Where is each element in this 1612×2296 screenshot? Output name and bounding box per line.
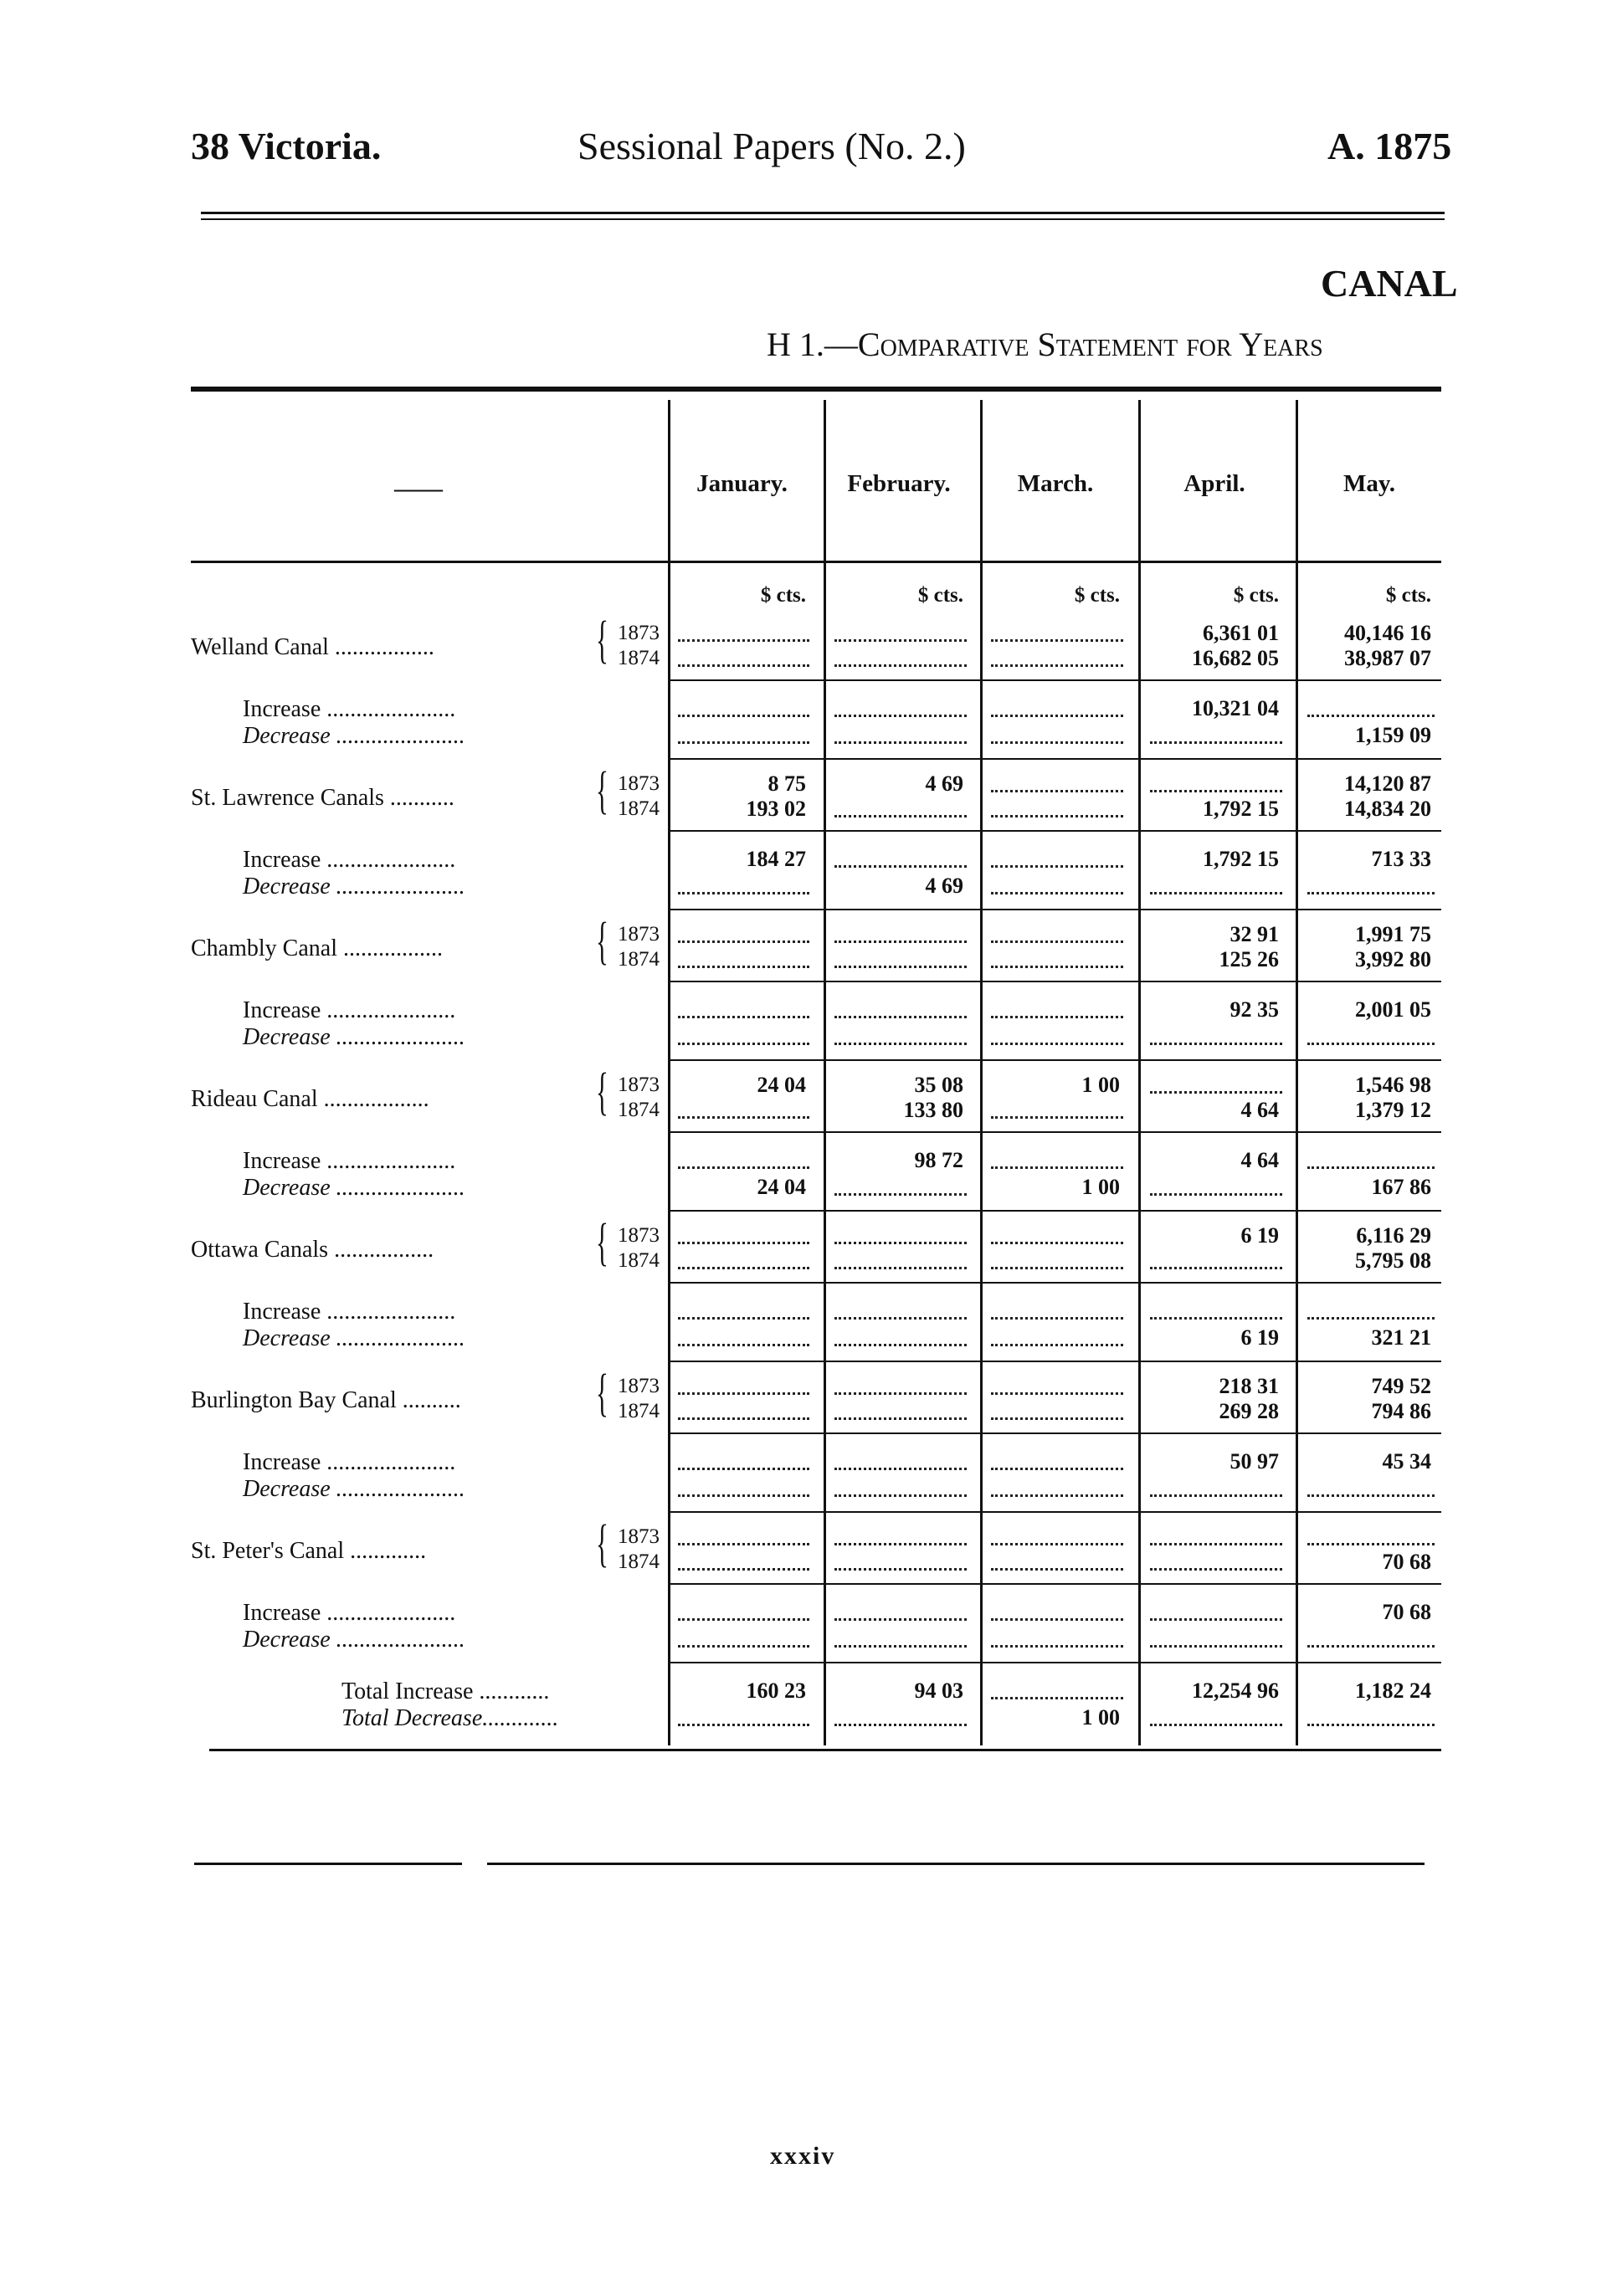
empty-cell-dots (834, 1043, 967, 1045)
row-divider (668, 1432, 1441, 1434)
empty-cell-dots (678, 1016, 809, 1018)
decrease-label: Decrease ...................... (243, 1024, 465, 1050)
empty-cell-dots (834, 1267, 967, 1269)
st-lawrence-canals-1873-value: 8 75 (767, 771, 806, 796)
empty-cell-dots (1150, 1724, 1282, 1726)
empty-cell-dots (678, 639, 809, 642)
empty-cell-dots (1150, 741, 1282, 744)
empty-cell-dots (1150, 1543, 1282, 1545)
year-label: 1873 (618, 923, 660, 946)
row-divider (668, 981, 1441, 982)
canal-name-st-peter-s-canal: St. Peter's Canal ............. (191, 1538, 427, 1564)
empty-cell-dots (678, 1242, 809, 1244)
canal-name-ottawa-canals: Ottawa Canals ................. (191, 1237, 434, 1263)
empty-cell-dots (834, 1392, 967, 1395)
rideau-canal-1874-value: 133 80 (903, 1098, 963, 1122)
empty-cell-dots (991, 892, 1123, 894)
row-divider (668, 1210, 1441, 1212)
empty-cell-dots (834, 1724, 967, 1726)
empty-cell-dots (1307, 892, 1435, 894)
rideau-canal-1873-value: 1,546 98 (1355, 1073, 1431, 1097)
column-header-may: May. (1342, 470, 1396, 497)
empty-cell-dots (991, 1468, 1123, 1470)
total-increase-value: 12,254 96 (1192, 1678, 1279, 1703)
empty-cell-dots (834, 1543, 967, 1545)
empty-cell-dots (834, 1468, 967, 1470)
increase-label: Increase ...................... (243, 1449, 456, 1475)
welland-canal-1873-value: 6,361 01 (1203, 621, 1279, 645)
increase-label: Increase ...................... (243, 1148, 456, 1174)
total-increase-label: Total Increase ............ (341, 1678, 550, 1704)
empty-cell-dots (991, 1417, 1123, 1420)
empty-cell-dots (834, 1494, 967, 1497)
empty-cell-dots (834, 741, 967, 744)
increase-label: Increase ...................... (243, 997, 456, 1023)
ottawa-canals-1873-value: 6,116 29 (1356, 1223, 1431, 1248)
empty-cell-dots (834, 1417, 967, 1420)
welland-canal-1874-value: 16,682 05 (1192, 646, 1279, 670)
empty-cell-dots (678, 1317, 809, 1320)
empty-cell-dots (1307, 1724, 1435, 1726)
empty-cell-dots (991, 664, 1123, 667)
empty-cell-dots (1150, 1193, 1282, 1196)
empty-cell-dots (678, 1267, 809, 1269)
increase-label: Increase ...................... (243, 696, 456, 722)
rideau-canal-1873-value: 24 04 (757, 1073, 806, 1097)
empty-cell-dots (678, 1344, 809, 1346)
rideau-canal-1874-value: 4 64 (1240, 1098, 1279, 1122)
empty-cell-dots (991, 966, 1123, 968)
empty-cell-dots (834, 1344, 967, 1346)
empty-cell-dots (834, 1317, 967, 1320)
row-divider (668, 679, 1441, 681)
empty-cell-dots (1150, 1267, 1282, 1269)
column-head-rule (191, 561, 1441, 563)
empty-cell-dots (678, 1618, 809, 1621)
empty-cell-dots (991, 741, 1123, 744)
empty-cell-dots (678, 1645, 809, 1648)
st-peter-s-canal-increase-value: 70 68 (1382, 1600, 1431, 1624)
empty-cell-dots (678, 664, 809, 667)
canal-name-st-lawrence-canals: St. Lawrence Canals ........... (191, 785, 454, 811)
row-divider (668, 1662, 1441, 1663)
canal-name-chambly-canal: Chambly Canal ................. (191, 935, 443, 961)
st-lawrence-canals-1873-value: 14,120 87 (1344, 771, 1431, 796)
empty-cell-dots (991, 1618, 1123, 1621)
empty-cell-dots (678, 1116, 809, 1119)
welland-canal-decrease-value: 1,159 09 (1355, 723, 1431, 747)
empty-cell-dots (1150, 1317, 1282, 1320)
ottawa-canals-decrease-value: 321 21 (1371, 1325, 1431, 1350)
table-top-rule (191, 387, 1441, 392)
st-lawrence-canals-increase-value: 713 33 (1371, 847, 1431, 871)
empty-cell-dots (1150, 1091, 1282, 1094)
row-divider (668, 1511, 1441, 1513)
increase-label: Increase ...................... (243, 1600, 456, 1626)
row-divider (668, 758, 1441, 760)
empty-cell-dots (834, 1242, 967, 1244)
rideau-canal-increase-value: 4 64 (1240, 1148, 1279, 1172)
row-divider (668, 1282, 1441, 1284)
empty-cell-dots (678, 1417, 809, 1420)
empty-cell-dots (834, 639, 967, 642)
empty-cell-dots (991, 1568, 1123, 1571)
empty-cell-dots (1307, 1645, 1435, 1648)
empty-cell-dots (678, 1166, 809, 1169)
header-rule (201, 212, 1445, 214)
increase-label: Increase ...................... (243, 1299, 456, 1325)
year-brace: { (596, 1365, 608, 1422)
burlington-bay-canal-1873-value: 749 52 (1371, 1374, 1431, 1398)
empty-cell-dots (678, 966, 809, 968)
chambly-canal-1873-value: 1,991 75 (1355, 922, 1431, 946)
empty-cell-dots (991, 1267, 1123, 1269)
st-lawrence-canals-increase-value: 184 27 (746, 847, 806, 871)
year-label: 1874 (618, 1550, 660, 1573)
decrease-label: Decrease ...................... (243, 874, 465, 899)
rideau-canal-1873-value: 35 08 (914, 1073, 963, 1097)
year-label: 1874 (618, 797, 660, 820)
empty-cell-dots (991, 1317, 1123, 1320)
year-label: 1873 (618, 1525, 660, 1548)
chambly-canal-1873-value: 32 91 (1230, 922, 1279, 946)
section-title: CANAL (1321, 262, 1458, 305)
row-divider (668, 909, 1441, 910)
column-header-march: March. (1017, 470, 1094, 497)
burlington-bay-canal-1874-value: 794 86 (1371, 1399, 1431, 1423)
unit-label: $ cts. (760, 584, 806, 607)
empty-cell-dots (1150, 892, 1282, 894)
rideau-canal-decrease-value: 167 86 (1371, 1175, 1431, 1199)
decrease-label: Decrease ...................... (243, 1175, 465, 1201)
empty-cell-dots (991, 1043, 1123, 1045)
empty-cell-dots (678, 1543, 809, 1545)
empty-cell-dots (678, 741, 809, 744)
chambly-canal-increase-value: 2,001 05 (1355, 997, 1431, 1022)
decrease-label: Decrease ...................... (243, 1476, 465, 1502)
empty-cell-dots (678, 715, 809, 717)
year-brace: { (596, 1214, 608, 1271)
year-label: 1873 (618, 622, 660, 644)
empty-cell-dots (678, 1043, 809, 1045)
st-lawrence-canals-decrease-value: 4 69 (925, 874, 963, 898)
year-label: 1873 (618, 1375, 660, 1397)
year-brace: { (596, 1063, 608, 1120)
empty-cell-dots (1150, 1043, 1282, 1045)
rideau-canal-1873-value: 1 00 (1081, 1073, 1120, 1097)
st-peter-s-canal-1874-value: 70 68 (1382, 1550, 1431, 1574)
canal-name-rideau-canal: Rideau Canal .................. (191, 1086, 429, 1112)
unit-label: $ cts. (1385, 584, 1431, 607)
empty-cell-dots (834, 865, 967, 868)
increase-label: Increase ...................... (243, 847, 456, 873)
welland-canal-1873-value: 40,146 16 (1344, 621, 1431, 645)
empty-cell-dots (834, 715, 967, 717)
empty-cell-dots (1150, 1645, 1282, 1648)
st-lawrence-canals-1874-value: 14,834 20 (1344, 797, 1431, 821)
empty-cell-dots (991, 1494, 1123, 1497)
total-decrease-value: 1 00 (1081, 1705, 1120, 1730)
ottawa-canals-decrease-value: 6 19 (1240, 1325, 1279, 1350)
footer-rule-left (194, 1863, 462, 1865)
year-label: 1874 (618, 948, 660, 971)
empty-cell-dots (1307, 1166, 1435, 1169)
column-divider-4 (1138, 400, 1141, 1745)
column-divider-2 (824, 400, 826, 1745)
year-brace: { (596, 762, 608, 819)
row-divider (668, 1361, 1441, 1362)
ottawa-canals-1874-value: 5,795 08 (1355, 1248, 1431, 1273)
empty-cell-dots (834, 940, 967, 943)
footer-rule-right (487, 1863, 1425, 1865)
year-brace: { (596, 1515, 608, 1572)
empty-cell-dots (678, 1568, 809, 1571)
unit-label: $ cts. (1074, 584, 1120, 607)
year-label: 1873 (618, 1224, 660, 1247)
canal-name-burlington-bay-canal: Burlington Bay Canal .......... (191, 1387, 461, 1413)
row-divider (668, 1131, 1441, 1133)
empty-cell-dots (834, 1016, 967, 1018)
st-lawrence-canals-1874-value: 193 02 (746, 797, 806, 821)
column-divider-1 (668, 400, 670, 1745)
welland-canal-1874-value: 38,987 07 (1344, 646, 1431, 670)
column-header-april: April. (1183, 470, 1245, 497)
decrease-label: Decrease ...................... (243, 1627, 465, 1653)
empty-cell-dots (678, 1494, 809, 1497)
empty-cell-dots (1150, 1494, 1282, 1497)
unit-label: $ cts. (917, 584, 963, 607)
rideau-canal-decrease-value: 24 04 (757, 1175, 806, 1199)
empty-cell-dots (1307, 1317, 1435, 1320)
row-divider (668, 830, 1441, 832)
empty-cell-dots (1150, 1618, 1282, 1621)
empty-cell-dots (1307, 1494, 1435, 1497)
row-divider (668, 1583, 1441, 1585)
empty-cell-dots (834, 966, 967, 968)
chambly-canal-1874-value: 3,992 80 (1355, 947, 1431, 971)
empty-cell-dots (834, 1568, 967, 1571)
column-divider-3 (980, 400, 983, 1745)
empty-cell-dots (834, 1193, 967, 1196)
chambly-canal-1874-value: 125 26 (1219, 947, 1279, 971)
burlington-bay-canal-1874-value: 269 28 (1219, 1399, 1279, 1423)
table-subtitle: H 1.—Comparative Statement for Years (767, 325, 1323, 363)
empty-cell-dots (678, 1724, 809, 1726)
empty-cell-dots (1307, 715, 1435, 717)
burlington-bay-canal-1873-value: 218 31 (1219, 1374, 1279, 1398)
column-divider-5 (1296, 400, 1298, 1745)
empty-cell-dots (1150, 790, 1282, 792)
empty-cell-dots (991, 790, 1123, 792)
empty-cell-dots (834, 1618, 967, 1621)
chambly-canal-increase-value: 92 35 (1230, 997, 1279, 1022)
total-decrease-label: Total Decrease............. (341, 1705, 559, 1731)
st-lawrence-canals-1873-value: 4 69 (925, 771, 963, 796)
header-left: 38 Victoria. (191, 125, 382, 167)
rideau-canal-increase-value: 98 72 (914, 1148, 963, 1172)
decrease-label: Decrease ...................... (243, 723, 465, 749)
header-right: A. 1875 (1327, 125, 1452, 167)
empty-cell-dots (991, 815, 1123, 817)
empty-cell-dots (834, 664, 967, 667)
empty-cell-dots (991, 1242, 1123, 1244)
total-increase-value: 94 03 (914, 1678, 963, 1703)
empty-cell-dots (991, 1543, 1123, 1545)
header-rule-thin (201, 218, 1445, 220)
year-brace: { (596, 913, 608, 970)
empty-cell-dots (991, 940, 1123, 943)
empty-cell-dots (991, 639, 1123, 642)
table-bottom-rule (209, 1749, 1441, 1751)
burlington-bay-canal-increase-value: 45 34 (1382, 1449, 1431, 1473)
empty-cell-dots (991, 1016, 1123, 1018)
empty-cell-dots (991, 1645, 1123, 1648)
year-label: 1874 (618, 1400, 660, 1422)
column-header-blank: —— (394, 475, 443, 502)
empty-cell-dots (834, 1645, 967, 1648)
column-header-january: January. (696, 470, 788, 497)
empty-cell-dots (1307, 1543, 1435, 1545)
column-header-february: February. (847, 470, 951, 497)
empty-cell-dots (1307, 1043, 1435, 1045)
total-increase-value: 1,182 24 (1355, 1678, 1431, 1703)
empty-cell-dots (678, 1392, 809, 1395)
year-label: 1874 (618, 1249, 660, 1272)
total-increase-value: 160 23 (746, 1678, 806, 1703)
header-center: Sessional Papers (No. 2.) (578, 125, 966, 167)
empty-cell-dots (991, 715, 1123, 717)
st-lawrence-canals-increase-value: 1,792 15 (1203, 847, 1279, 871)
decrease-label: Decrease ...................... (243, 1325, 465, 1351)
empty-cell-dots (991, 1344, 1123, 1346)
year-label: 1874 (618, 1099, 660, 1121)
empty-cell-dots (1150, 1568, 1282, 1571)
year-label: 1873 (618, 772, 660, 795)
st-lawrence-canals-1874-value: 1,792 15 (1203, 797, 1279, 821)
empty-cell-dots (678, 892, 809, 894)
empty-cell-dots (834, 815, 967, 817)
empty-cell-dots (991, 1697, 1123, 1699)
empty-cell-dots (991, 865, 1123, 868)
canal-name-welland-canal: Welland Canal ................. (191, 634, 434, 660)
empty-cell-dots (991, 1116, 1123, 1119)
rideau-canal-decrease-value: 1 00 (1081, 1175, 1120, 1199)
rideau-canal-1874-value: 1,379 12 (1355, 1098, 1431, 1122)
empty-cell-dots (678, 1468, 809, 1470)
unit-label: $ cts. (1233, 584, 1279, 607)
row-divider (668, 1059, 1441, 1061)
page-number: xxxiv (770, 2142, 836, 2170)
welland-canal-increase-value: 10,321 04 (1192, 696, 1279, 720)
ottawa-canals-1873-value: 6 19 (1240, 1223, 1279, 1248)
year-label: 1873 (618, 1074, 660, 1096)
empty-cell-dots (991, 1392, 1123, 1395)
empty-cell-dots (991, 1166, 1123, 1169)
year-label: 1874 (618, 647, 660, 669)
year-brace: { (596, 612, 608, 669)
empty-cell-dots (678, 940, 809, 943)
burlington-bay-canal-increase-value: 50 97 (1230, 1449, 1279, 1473)
